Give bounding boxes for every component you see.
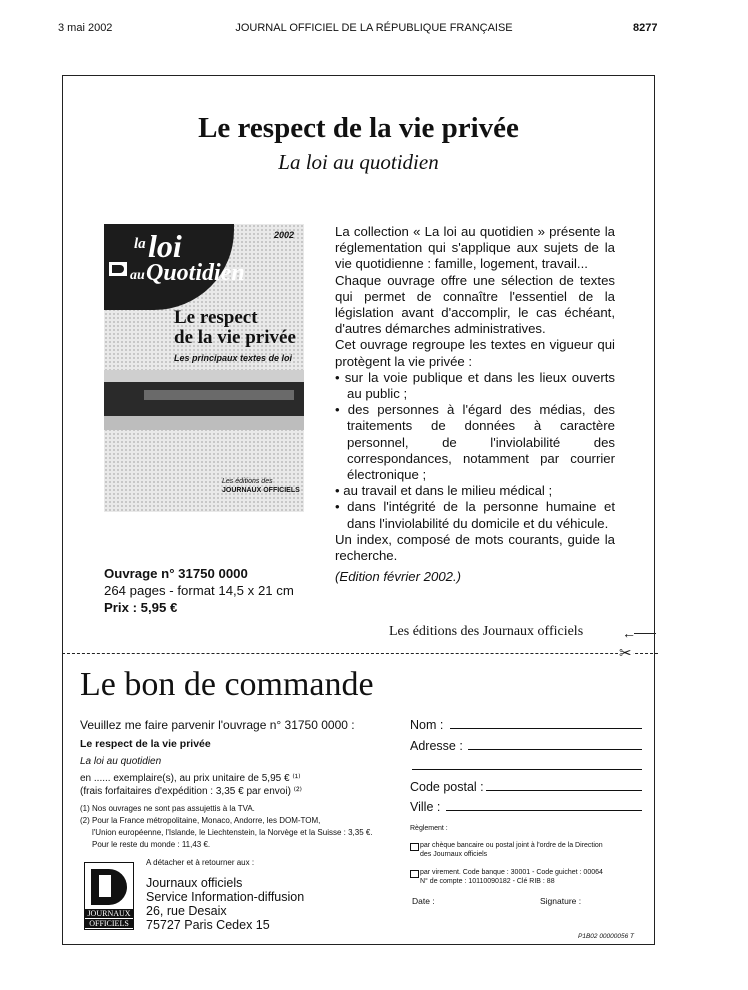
field-adresse-label: Adresse :	[410, 739, 463, 753]
description-edition: (Edition février 2002.)	[335, 569, 462, 585]
description-p1: La collection « La loi au quotidien » présente la réglementation qui s'applique aux sujets de la vie quotidienne : famille, logement, travail...	[335, 224, 615, 272]
logo-text-line1: JOURNAUX	[85, 909, 133, 918]
order-note2c: Pour le reste du monde : 11,43 €.	[92, 840, 211, 849]
product-reference: Ouvrage n° 31750 0000	[104, 566, 248, 581]
header-journal-title: JOURNAL OFFICIEL DE LA RÉPUBLIQUE FRANÇAISE	[235, 22, 513, 34]
order-note2b: l'Union européenne, l'Islande, le Liechtenstein, la Norvège et la Suisse : 3,35 €.	[92, 828, 373, 837]
payment-cheque-line2: des Journaux officiels	[420, 851, 488, 858]
scissors-icon: ✂	[619, 645, 632, 662]
form-reference-code: P1B02 00000056 T	[578, 933, 635, 940]
book-cover	[104, 224, 304, 512]
description-bullets	[335, 370, 615, 532]
cover-title-line1: Le respect	[174, 307, 258, 328]
arrow-line	[634, 633, 656, 634]
order-shipping-line: (frais forfaitaires d'expédition : 3,35 € par envoi) ⁽²⁾	[80, 786, 302, 797]
signature-label: Signature :	[540, 896, 582, 906]
cover-emblem-icon	[109, 262, 127, 276]
date-label: Date :	[412, 896, 435, 906]
bullet-item: • dans l'intégrité de la personne humaine et dans l'inviolabilité du domicile et du véhicule.	[335, 499, 615, 531]
header-date: 3 mai 2002	[58, 22, 113, 34]
description-block	[335, 224, 615, 585]
cover-year: 2002	[274, 230, 295, 240]
arrow-left-icon: ←	[622, 625, 636, 641]
field-ville-label: Ville :	[410, 800, 441, 814]
payment-virement-checkbox[interactable]	[410, 870, 419, 878]
order-note1: (1) Nos ouvrages ne sont pas assujettis à la TVA.	[80, 804, 255, 813]
order-note2a: (2) Pour la France métropolitaine, Monaco, Andorre, les DOM-TOM,	[80, 816, 321, 825]
order-book-title: Le respect de la vie privée	[80, 738, 211, 750]
field-adresse-input[interactable]	[468, 749, 642, 750]
field-cp-input[interactable]	[486, 790, 642, 791]
description-p4: Un index, composé de mots courants, guide la recherche.	[335, 531, 615, 564]
description-p3: Cet ouvrage regroupe les textes en vigueur qui protègent la vie privée :	[335, 337, 615, 369]
cover-title-line2: de la vie privée	[174, 327, 296, 348]
address-line4: 75727 Paris Cedex 15	[146, 918, 270, 932]
cover-logo-la: la	[134, 236, 146, 252]
cover-publisher-line2: JOURNAUX OFFICIELS	[222, 487, 300, 494]
field-nom-label: Nom :	[410, 718, 444, 732]
order-book-subtitle: La loi au quotidien	[80, 756, 162, 767]
field-cp-label: Code postal :	[410, 780, 484, 794]
address-line2: Service Information-diffusion	[146, 890, 305, 904]
cover-logo-loi: loi	[148, 228, 182, 264]
payment-cheque-checkbox[interactable]	[410, 843, 419, 851]
detach-instruction: A détacher et à retourner aux :	[146, 858, 255, 867]
cut-line	[62, 653, 658, 654]
cover-logo-au: au	[130, 268, 145, 283]
payment-virement-line1: par virement. Code banque : 30001 - Code guichet : 00064	[420, 869, 603, 876]
bullet-item: • des personnes à l'égard des médias, des traitements de données à caractère personnel, de l'inviolabilité des correspondances, notamment par courrier électronique ;	[335, 402, 615, 483]
cover-band-grey	[104, 416, 304, 430]
field-adresse-input-line2[interactable]	[412, 769, 642, 770]
field-ville-input[interactable]	[446, 810, 642, 811]
journaux-officiels-logo	[84, 862, 134, 930]
address-line1: Journaux officiels	[146, 876, 243, 890]
description-p2: Chaque ouvrage offre une sélection de textes qui permet de connaître l'essentiel de la législation avant d'accomplir, le cas échéant, d'autres démarches administratives.	[335, 272, 615, 337]
address-line3: 26, rue Desaix	[146, 904, 227, 918]
ad-title: Le respect de la vie privée	[198, 112, 519, 144]
payment-virement-line2: N° de compte : 10110090182 - Clé RIB : 88	[420, 878, 555, 885]
order-intro: Veuillez me faire parvenir l'ouvrage n° 31750 0000 :	[80, 718, 355, 732]
order-quantity-line: en ...... exemplaire(s), au prix unitaire de 5,95 € ⁽¹⁾	[80, 773, 301, 784]
bullet-item: • au travail et dans le milieu médical ;	[335, 483, 553, 499]
product-details: 264 pages - format 14,5 x 21 cm	[104, 583, 294, 598]
cover-band-dark	[104, 382, 304, 416]
payment-cheque-line1: par chèque bancaire ou postal joint à l'ordre de la Direction	[420, 842, 603, 849]
reglement-label: Règlement :	[410, 825, 448, 832]
order-title: Le bon de commande	[80, 666, 374, 703]
publisher-tag: Les éditions des Journaux officiels	[389, 624, 584, 639]
cover-band-light	[104, 370, 304, 382]
cover-publisher-line1: Les éditions des	[222, 478, 273, 485]
cover-subtitle: Les principaux textes de loi	[174, 353, 293, 363]
field-nom-input[interactable]	[450, 728, 642, 729]
logo-text-line2: OFFICIELS	[85, 919, 133, 928]
cover-logo-quotidien: Quotidien	[146, 260, 245, 286]
ad-subtitle: La loi au quotidien	[278, 150, 439, 174]
bullet-item: • sur la voie publique et dans les lieux ouverts au public ;	[335, 369, 615, 402]
header-page-number: 8277	[633, 22, 658, 34]
product-price: Prix : 5,95 €	[104, 600, 178, 615]
